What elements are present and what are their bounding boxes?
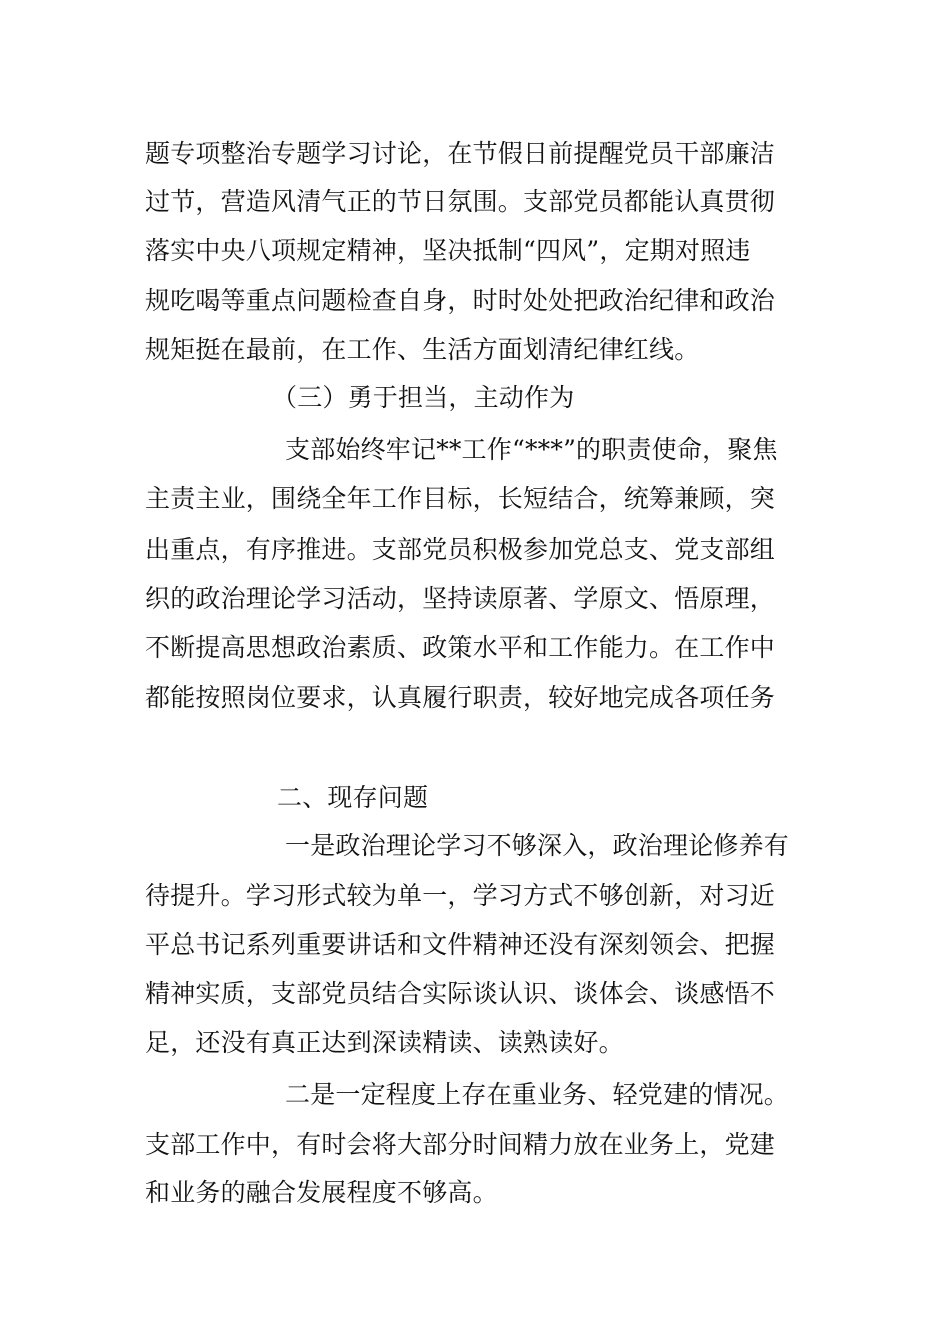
text-line: 都能按照岗位要求，认真履行职责，较好地完成各项任务 (145, 683, 776, 712)
text-line: 织的政治理论学习活动，坚持读原著、学原文、悟原理， (145, 584, 776, 613)
text-line: 支部工作中，有时会将大部分时间精力放在业务上，党建 (145, 1130, 776, 1159)
paragraph-first-line: 二是一定程度上存在重业务、轻党建的情况。 (285, 1080, 790, 1109)
text-line: 规吃喝等重点问题检查自身，时时处处把政治纪律和政治 (145, 286, 776, 315)
text-line: 待提升。学习形式较为单一，学习方式不够创新，对习近 (145, 881, 776, 910)
text-line: 足，还没有真正达到深读精读、读熟读好。 (145, 1028, 624, 1057)
text-line: 和业务的融合发展程度不够高。 (145, 1178, 498, 1207)
subsection-heading: （三）勇于担当，主动作为 (272, 383, 575, 412)
text-line: 平总书记系列重要讲话和文件精神还没有深刻领会、把握 (145, 930, 776, 959)
text-line: 精神实质，支部党员结合实际谈认识、谈体会、谈感悟不 (145, 979, 776, 1008)
paragraph-first-line: 一是政治理论学习不够深入，政治理论修养有 (285, 831, 790, 860)
text-line: 不断提高思想政治素质、政策水平和工作能力。在工作中 (145, 633, 776, 662)
section-heading: 二、现存问题 (277, 783, 429, 812)
text-line: 规矩挺在最前，在工作、生活方面划清纪律红线。 (145, 335, 700, 364)
paragraph-first-line: 支部始终牢记**工作“***”的职责使命，聚焦 (285, 435, 778, 464)
text-line: 落实中央八项规定精神，坚决抵制“四风”，定期对照违 (145, 236, 751, 265)
text-line: 过节，营造风清气正的节日氛围。支部党员都能认真贯彻 (145, 187, 776, 216)
text-line: 出重点，有序推进。支部党员积极参加党总支、党支部组 (145, 535, 776, 564)
text-line: 主责主业，围绕全年工作目标，长短结合，统筹兼顾，突 (145, 484, 776, 513)
text-line: 题专项整治专题学习讨论，在节假日前提醒党员干部廉洁 (145, 139, 776, 168)
